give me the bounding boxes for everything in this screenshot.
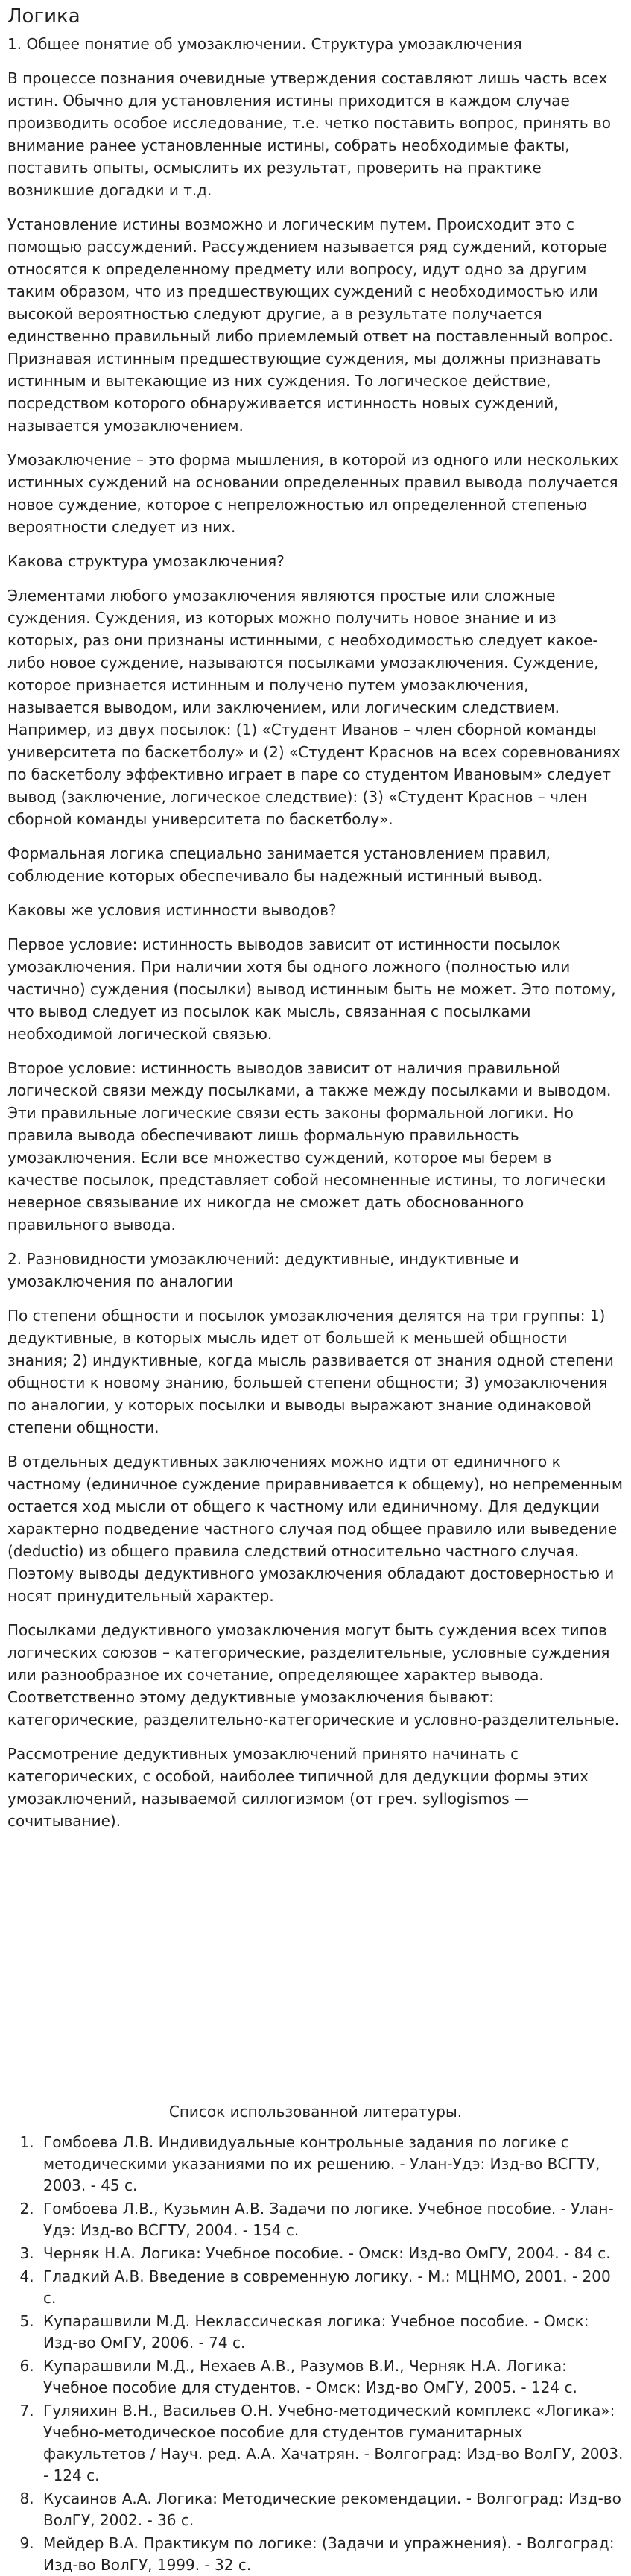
paragraph-first-condition: Первое условие: истинность выводов зависит от истинности посылок умозаключения. При наличии хотя бы одного ложного (полностью или частично) суждения (посылки) вывод истинным быть не может. Это потому, что вывод следует из посылок как мысль, связанная с посылками необходимой логической связью. bbox=[7, 935, 616, 1043]
paragraph-generality: По степени общности и посылок умозаключения делятся на три группы: 1) дедуктивные, в которых мысль идет от большей к меньшей общности знания; 2) индуктивные, когда мысль развивается от знания одной степени общности к новому знанию, большей степени общности; 3) умозаключения по аналогии, у которых посылки и выводы выражают знание одинаковой степени общности. bbox=[7, 1306, 614, 1436]
paragraph-cognition: В процессе познания очевидные утверждения составляют лишь часть всех истин. Обычно для установления истины приходится в каждом случае производить особое исследование, т.е. четко поставить вопрос, принять во внимание ранее установленные истины, собрать необходимые факты, поставить опыты, осмыслить их результат, проверить на практике возникшие догадки и т.д. bbox=[7, 69, 611, 199]
reference-item: 2. Гомбоева Л.В., Кузьмин А.В. Задачи по логике. Учебное пособие. - Улан-Удэ: Изд-во ВСГТУ, 2004. - 154 с. bbox=[39, 2198, 624, 2241]
paragraph-reasoning: Установление истины возможно и логическим путем. Происходит это с помощью рассуждений. Рассуждением называется ряд суждений, которые относятся к определенному предмету или вопросу, идут одно за другим таким образом, что из предшествующих суждений с необходимостью или высокой вероятностью следуют другие, а в результате получается единственно правильный либо приемлемый ответ на поставленный вопрос. Признавая истинным предшествующие суждения, мы должны признавать истинным и вытекающие из них суждения. То логическое действие, посредством которого обнаруживается истинность новых суждений, называется умозаключением. bbox=[7, 215, 613, 435]
document-title: Логика bbox=[7, 5, 80, 28]
reference-item: 3. Черняк Н.А. Логика: Учебное пособие. - Омск: Изд-во ОмГУ, 2004. - 84 с. bbox=[39, 2243, 624, 2264]
reference-item: 5. Купарашвили М.Д. Неклассическая логика: Учебное пособие. - Омск: Изд-во ОмГУ, 2006. - 74 с. bbox=[39, 2311, 624, 2354]
reference-item: 1. Гомбоева Л.В. Индивидуальные контрольные задания по логике с методическими указаниями по их решению. - Улан-Удэ: Изд-во ВСГТУ, 2003. - 45 с. bbox=[39, 2132, 624, 2197]
question-conditions: Каковы же условия истинности выводов? bbox=[7, 900, 337, 919]
reference-item: 7. Гуляихин В.Н., Васильев О.Н. Учебно-методический комплекс «Логика»: Учебно-методическое пособие для студентов гуманитарных факультетов / Науч. ред. А.А. Хачатрян. - Волгоград: Изд-во ВолГУ, 2003. - 124 с. bbox=[39, 2400, 624, 2487]
blank-space bbox=[7, 1844, 624, 2100]
reference-item: 6. Купарашвили М.Д., Нехаев А.В., Разумов В.И., Черняк Н.А. Логика: Учебное пособие для студентов. - Омск: Изд-во ОмГУ, 2005. - 124 с. bbox=[39, 2355, 624, 2399]
references-heading: Список использованной литературы. bbox=[168, 2102, 463, 2121]
paragraph-premises: Посылками дедуктивного умозаключения могут быть суждения всех типов логических союзов – категорические, разделительные, условные суждения или разнообразное их сочетание, определяющее характер вывода. Соответственно этому дедуктивные умозаключения бывают: категорические, разделительно-категорические и условно-разделительные. bbox=[7, 1620, 620, 1729]
paragraph-deductive: В отдельных дедуктивных заключениях можно идти от единичного к частному (единичное суждение приравнивается к общему), но непременным остается ход мысли от общего к частному или единичному. Для дедукции характерно подведение частного случая под общее правило или выведение (deductio) из общего правила следствий относительно частного случая. Поэтому выводы дедуктивного умозаключения обладают достоверностью и носят принудительный характер. bbox=[7, 1452, 623, 1605]
references-list bbox=[7, 2132, 624, 2576]
question-structure: Какова структура умозаключения? bbox=[7, 552, 285, 570]
paragraph-elements: Элементами любого умозаключения являются простые или сложные суждения. Суждения, из которых можно получить новое знание и из которых, раз они признаны истинными, с необходимостью следует какое-либо новое суждение, называются посылками умозаключения. Суждение, которое признается истинным и получено путем умозаключения, называется выводом, или заключением, или логическим следствием. Например, из двух посылок: (1) «Студент Иванов – член сборной команды университета по баскетболу» и (2) «Студент Краснов на всех соревнованиях по баскетболу эффективно играет в паре со студентом Ивановым» следует вывод (заключение, логическое следствие): (3) «Студент Краснов – член сборной команды университета по баскетболу». bbox=[7, 586, 621, 828]
paragraph-formal-logic: Формальная логика специально занимается установлением правил, соблюдение которых обеспечивало бы надежный истинный вывод. bbox=[7, 844, 551, 885]
reference-item: 9. Мейдер В.А. Практикум по логике: (Задачи и упражнения). - Волгоград: Изд-во ВолГУ, 1999. - 32 с. bbox=[39, 2533, 624, 2576]
reference-item: 4. Гладкий А.В. Введение в современную логику. - М.: МЦНМО, 2001. - 200 с. bbox=[39, 2266, 624, 2309]
paragraph-inference-definition: Умозаключение – это форма мышления, в которой из одного или нескольких истинных суждений на основании определенных правил вывода получается новое суждение, которое с непреложностью ил определенной степенью вероятности следует из них. bbox=[7, 450, 618, 536]
reference-item: 8. Кусаинов А.А. Логика: Методические рекомендации. - Волгоград: Изд-во ВолГУ, 2002. - 36 с. bbox=[39, 2488, 624, 2531]
section-heading-1: 1. Общее понятие об умозаключении. Структура умозаключения bbox=[7, 34, 522, 53]
paragraph-second-condition: Второе условие: истинность выводов зависит от наличия правильной логической связи между посылками, а также между посылками и выводом. Эти правильные логические связи есть законы формальной логики. Но правила вывода обеспечивают лишь формальную правильность умозаключения. Если все множество суждений, которое мы берем в качестве посылок, представляет собой несомненные истины, то логически неверное связывание их никогда не сможет дать обоснованного правильного вывода. bbox=[7, 1058, 612, 1234]
paragraph-syllogism: Рассмотрение дедуктивных умозаключений принято начинать с категорических, с особой, наиболее типичной для дедукции формы этих умозаключений, называемой силлогизмом (от греч. syllogismos — сочитывание). bbox=[7, 1744, 589, 1830]
section-heading-2: 2. Разновидности умозаключений: дедуктивные, индуктивные и умозаключения по аналогии bbox=[7, 1249, 519, 1290]
